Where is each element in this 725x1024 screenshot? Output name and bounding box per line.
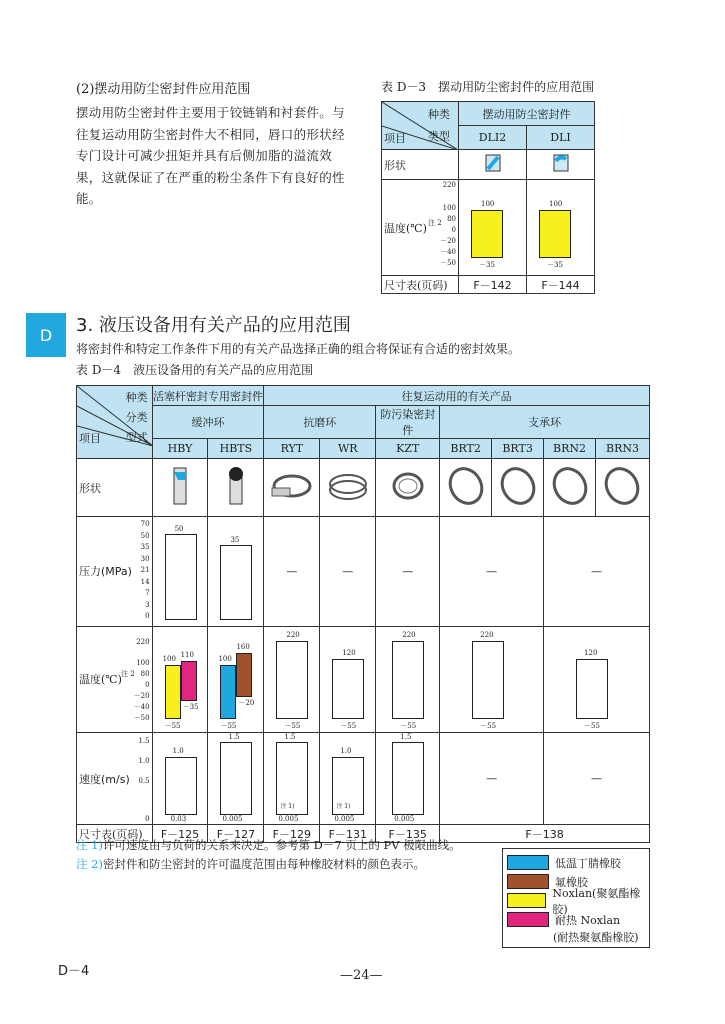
class-bearing: 支承环 — [440, 406, 650, 439]
row-temp-label: 温度(℃) — [384, 222, 427, 235]
page-dli2: F－142 — [459, 276, 527, 294]
buffer-ring-icon — [216, 462, 256, 510]
legend-label: Noxlan(聚氨酯橡胶) — [552, 886, 641, 916]
speed-bar — [392, 742, 424, 815]
pressure-bar — [220, 545, 252, 620]
section3-title: 3. 液压设备用有关产品的应用范围 — [76, 315, 351, 336]
temp-top: 100 — [549, 200, 563, 208]
speed-bar — [220, 742, 252, 815]
tick: 220 — [442, 181, 456, 189]
note1-label: 注 1) — [76, 838, 103, 852]
note2: 密封件和防尘密封的许可温度范围由每种橡胶材料的颜色表示。 — [102, 857, 425, 871]
buffer-ring-icon — [160, 462, 200, 510]
temp-wr — [320, 627, 376, 733]
temp-bar-fkm — [236, 653, 252, 697]
model: BRT3 — [492, 439, 544, 459]
pressure-max: 35 — [230, 536, 240, 544]
speed-max: 1.5 — [284, 733, 296, 741]
tick: 50 — [140, 531, 150, 540]
temp-label: －55 — [340, 722, 357, 730]
speed-hby — [152, 733, 208, 825]
legend-label: 氟橡胶 — [555, 875, 588, 889]
legend-item — [507, 886, 649, 916]
model: RYT — [264, 439, 320, 459]
header-type: 类型 — [428, 130, 450, 143]
speed-hbts — [208, 733, 264, 825]
page-ref: F－129 — [264, 825, 320, 843]
tick: 7 — [145, 589, 150, 597]
speed-kzt — [376, 733, 440, 825]
table-d4-corner — [77, 386, 153, 459]
tick: 14 — [140, 577, 150, 586]
legend-swatch — [507, 874, 549, 889]
tick: －50 — [133, 714, 150, 722]
row-pressure-label: 压力(MPa) — [79, 565, 132, 578]
legend-swatch — [507, 893, 546, 908]
class-buffer: 缓冲环 — [152, 406, 264, 439]
shape-dli2 — [459, 150, 527, 180]
tick: 30 — [140, 554, 150, 563]
tick: －40 — [440, 248, 456, 256]
row-shape-label: 形状 — [382, 150, 459, 180]
tick: －20 — [133, 692, 150, 700]
row-shape-label: 形状 — [77, 459, 153, 517]
pressure-na: — — [320, 517, 376, 627]
temp-label: －55 — [584, 722, 600, 730]
temp-bar-heat-noxlan — [181, 661, 197, 701]
row-temp-label-cell — [77, 627, 153, 733]
temp-bar — [472, 641, 504, 719]
speed-max: 1.0 — [340, 747, 352, 755]
table-d3-corner — [382, 102, 459, 150]
tick: －40 — [133, 703, 150, 711]
speed-max: 1.5 — [228, 733, 240, 741]
speed-na: — — [440, 733, 544, 825]
temp-bar-noxlan — [165, 665, 181, 719]
legend-extra: (耐热聚氨酯橡胶) — [553, 931, 639, 944]
pressure-max: 50 — [174, 525, 184, 533]
tick: 1.0 — [138, 757, 150, 765]
tick: 21 — [140, 566, 150, 574]
note2-label: 注 2) — [76, 857, 103, 871]
model: BRT2 — [440, 439, 492, 459]
pressure-na: — — [440, 517, 544, 627]
table-d4-caption: 表 D－4 液压设备用的有关产品的应用范围 — [76, 363, 314, 377]
row-speed-label-cell — [77, 733, 153, 825]
legend-label: 低温丁腈橡胶 — [555, 856, 621, 870]
speed-na: — — [544, 733, 650, 825]
temp-brt — [440, 627, 544, 733]
temp-note: 注 2 — [428, 219, 442, 227]
temp-label: 110 — [180, 651, 194, 659]
shape-brn2 — [544, 459, 596, 517]
temp-hbts — [208, 627, 264, 733]
temp-label: －55 — [164, 722, 181, 730]
temp-label: －55 — [220, 722, 237, 730]
tick: 100 — [136, 659, 150, 667]
tick: 0 — [145, 612, 150, 620]
tick: －20 — [440, 237, 456, 245]
tick: 1.5 — [138, 737, 150, 745]
speed-bar — [165, 757, 197, 815]
model: BRN2 — [544, 439, 596, 459]
temp-bar — [276, 641, 308, 719]
temp-bar — [392, 641, 424, 719]
kind-group-piston: 活塞杆密封专用密封件 — [152, 386, 264, 406]
bearing-ring-icon — [444, 462, 488, 510]
tick: 0 — [145, 815, 150, 823]
temp-label: －55 — [400, 722, 417, 730]
row-speed-label: 速度(m/s) — [79, 773, 130, 786]
class-contamination: 防污染密封件 — [376, 406, 440, 439]
shape-brt3 — [492, 459, 544, 517]
header-item: 项目 — [79, 432, 101, 445]
kind-group-reciprocating: 往复运动用的有关产品 — [264, 386, 650, 406]
temp-label: 160 — [236, 643, 250, 651]
row-temp-label-cell — [382, 180, 459, 276]
speed-min: 0.005 — [222, 815, 243, 823]
shape-ryt — [264, 459, 320, 517]
speed-note: 注 1) — [280, 803, 295, 810]
model: BRN3 — [595, 439, 649, 459]
bearing-ring-icon — [496, 462, 540, 510]
temp-bar-noxlan — [471, 210, 503, 258]
model: WR — [320, 439, 376, 459]
shape-brt2 — [440, 459, 492, 517]
temp-label: 120 — [342, 649, 356, 657]
temp-dli — [527, 180, 595, 276]
temp-note: 注 2 — [121, 670, 135, 678]
model: HBY — [152, 439, 208, 459]
row-pressure-label-cell — [77, 517, 153, 627]
pressure-na: — — [544, 517, 650, 627]
header-kind: 种类 — [428, 108, 450, 121]
tick: 0 — [145, 681, 150, 689]
temp-label: 100 — [218, 655, 232, 663]
pressure-na: — — [376, 517, 440, 627]
temp-label: 100 — [162, 655, 176, 663]
tick: 220 — [136, 638, 150, 646]
page-dli: F－144 — [527, 276, 595, 294]
note1: 许可速度由与负荷的关系来决定。参考第 D－7 页上的 PV 极限曲线。 — [102, 838, 461, 852]
temp-label: －20 — [238, 699, 255, 707]
speed-ryt — [264, 733, 320, 825]
row-size-label: 尺寸表(页码) — [382, 276, 459, 294]
page-ref: F－138 — [440, 825, 650, 843]
legend-item — [507, 853, 649, 872]
table-d3-caption: 表 D－3 摆动用防尘密封件的应用范围 — [381, 80, 595, 94]
wear-ring-icon — [323, 462, 373, 510]
group-header: 摆动用防尘密封件 — [459, 102, 595, 126]
page-ref: F－135 — [376, 825, 440, 843]
temp-bar — [332, 659, 364, 719]
tick: 35 — [140, 543, 150, 551]
pressure-bar — [165, 534, 197, 620]
page-number: —24— — [340, 968, 383, 983]
temp-label: 220 — [402, 631, 416, 639]
tick: －50 — [440, 259, 456, 267]
page-ref: F－131 — [320, 825, 376, 843]
temp-label: 120 — [584, 649, 598, 657]
tick: 70 — [140, 520, 150, 528]
seal-ring-icon — [383, 462, 433, 510]
shape-kzt — [376, 459, 440, 517]
speed-min: 0.005 — [394, 815, 415, 823]
speed-wr — [320, 733, 376, 825]
temp-label: －55 — [480, 722, 497, 730]
notes — [76, 836, 461, 874]
tick: 3 — [145, 600, 150, 609]
pressure-na: — — [264, 517, 320, 627]
bearing-ring-icon — [548, 462, 592, 510]
class-wear: 抗磨环 — [264, 406, 376, 439]
speed-min: 0.005 — [278, 815, 299, 823]
tick: 0 — [451, 226, 456, 234]
page-code: D－4 — [58, 964, 90, 979]
shape-brn3 — [595, 459, 649, 517]
pressure-hby — [152, 517, 208, 627]
shape-hby — [152, 459, 208, 517]
legend-label: 耐热 Noxlan — [555, 913, 621, 927]
speed-max: 1.0 — [172, 747, 184, 755]
temp-top: 100 — [481, 200, 495, 208]
speed-max: 1.5 — [400, 733, 412, 741]
temp-ryt — [264, 627, 320, 733]
page-ref: F－125 — [152, 825, 208, 843]
header-class: 分类 — [125, 411, 148, 424]
row-temp-label: 温度(℃) — [79, 673, 122, 686]
tick: 80 — [447, 215, 456, 223]
temp-bar — [576, 659, 608, 719]
speed-min: 0.005 — [334, 815, 355, 823]
temp-kzt — [376, 627, 440, 733]
table-d3 — [381, 101, 595, 294]
temp-hby — [152, 627, 208, 733]
temp-bottom: －35 — [547, 261, 563, 269]
pressure-hbts — [208, 517, 264, 627]
tick: 0.5 — [138, 777, 150, 785]
temp-label: 220 — [286, 631, 300, 639]
section3-subtitle: 将密封件和特定工作条件下用的有关产品选择正确的组合将保证有合适的密封效果。 — [76, 342, 521, 356]
temp-bar-noxlan — [539, 210, 571, 258]
legend-swatch — [507, 912, 549, 927]
model-dli: DLI — [527, 126, 595, 150]
model: HBTS — [208, 439, 264, 459]
shape-hbts — [208, 459, 264, 517]
page-ref: F－127 — [208, 825, 264, 843]
model-dli2: DLI2 — [459, 126, 527, 150]
temp-label: 220 — [480, 631, 494, 639]
tick: 80 — [140, 670, 150, 678]
shape-wr — [320, 459, 376, 517]
row-size-label: 尺寸表(页码) — [77, 825, 153, 843]
speed-note: 注 1) — [336, 803, 351, 810]
section2-body: 摆动用防尘密封件主要用于铰链销和衬套件。与往复运动用防尘密封件大不相同，唇口的形状经专门设计可减少扭矩并具有后侧加脂的溢流效果，这就保证了在严重的粉尘条件下有良好的性能。 — [76, 105, 345, 206]
tick: 100 — [442, 204, 456, 212]
header-type: 型式 — [125, 431, 148, 444]
wear-strip-icon — [267, 462, 317, 510]
temp-label: －35 — [182, 703, 199, 711]
header-kind: 种类 — [125, 391, 148, 404]
seal-profile-icon — [478, 151, 508, 175]
legend-swatch — [507, 855, 549, 870]
model: KZT — [376, 439, 440, 459]
temp-brn — [544, 627, 650, 733]
temp-bar-nbr — [220, 665, 236, 719]
temp-dli2 — [459, 180, 527, 276]
bearing-ring-icon — [600, 462, 644, 510]
section-tab: D — [26, 313, 66, 357]
seal-profile-icon — [546, 151, 576, 175]
speed-min: 0.03 — [170, 815, 187, 823]
shape-dli — [527, 150, 595, 180]
material-legend — [502, 848, 650, 948]
header-item: 项目 — [384, 132, 406, 145]
section2-title: (2)摆动用防尘密封件应用范围 — [76, 82, 251, 97]
temp-label: －55 — [284, 722, 301, 730]
table-d4 — [76, 385, 650, 843]
temp-bottom: －35 — [479, 261, 495, 269]
